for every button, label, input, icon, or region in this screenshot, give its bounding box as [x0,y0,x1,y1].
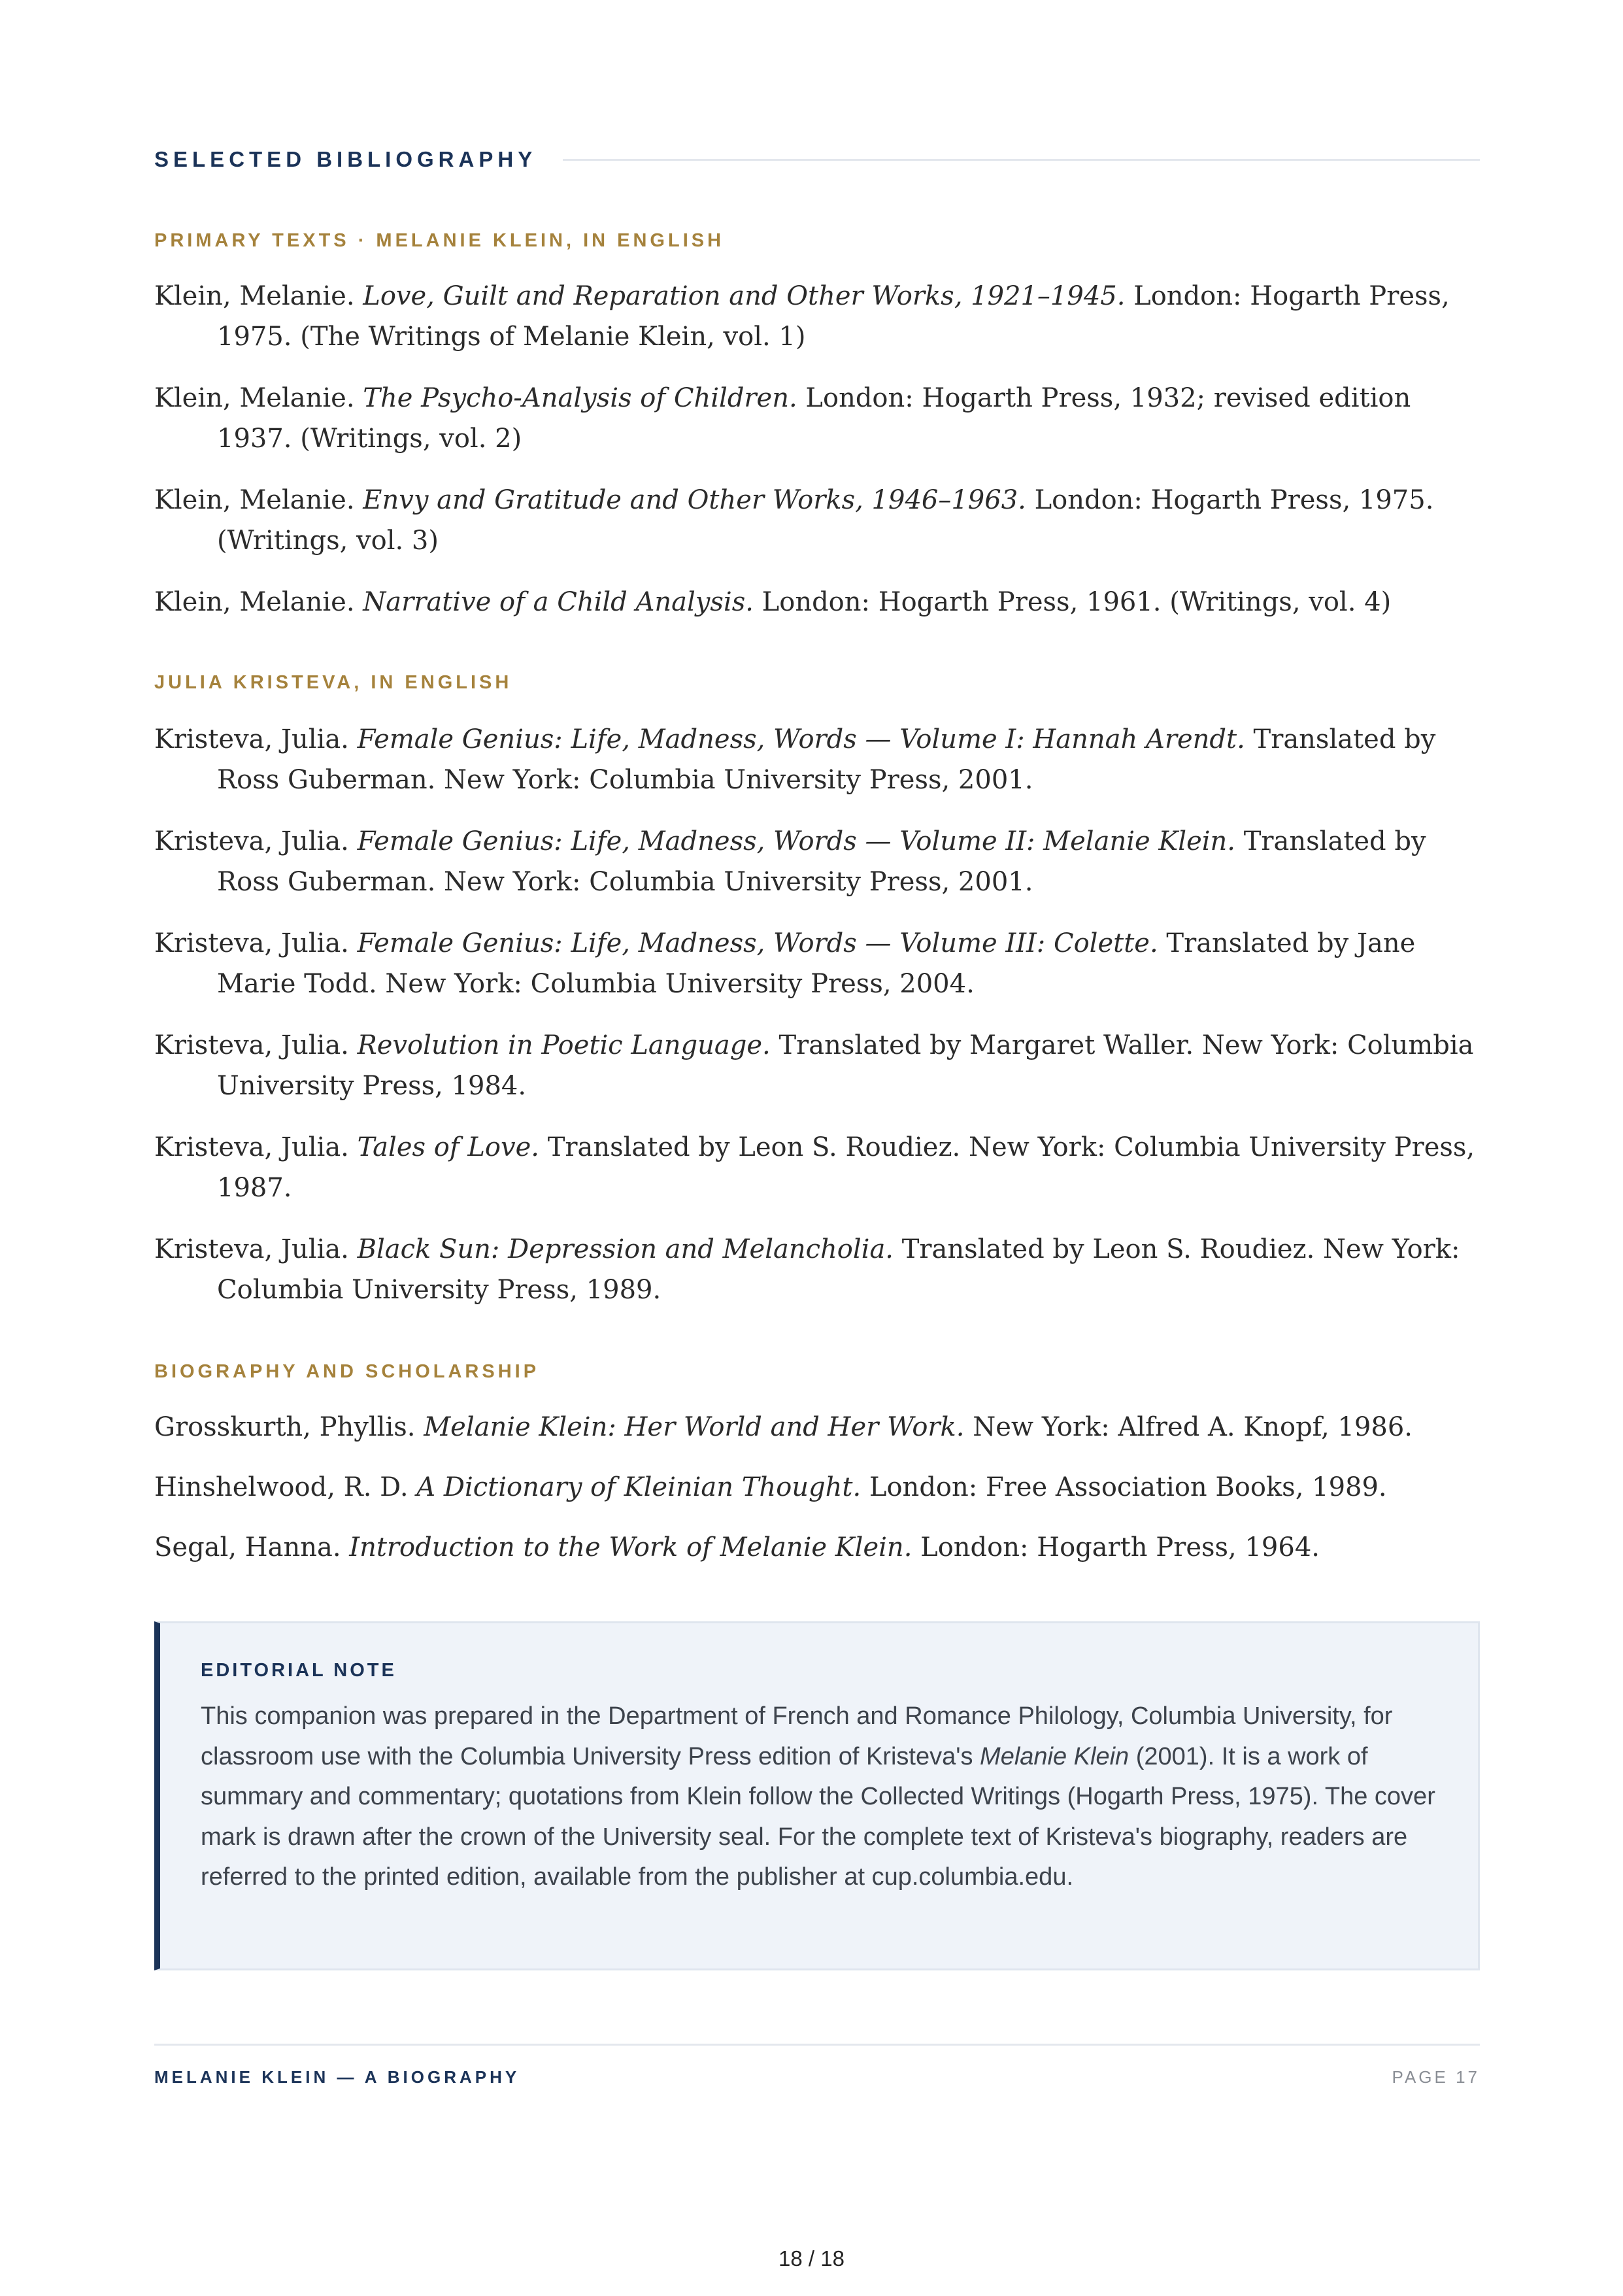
section-rule [563,159,1480,161]
entry-author: Kristeva, Julia. [154,1132,349,1162]
entry-details: Translated by Leon S. Roudiez. New York: Columbia University Press, 1989. [217,1234,1460,1305]
editorial-note-body [201,1697,1456,1898]
entry-title: Love, Guilt and Reparation and Other Works, 1921–1945. [363,281,1126,311]
entry-details: London: Hogarth Press, 1961. (Writings, vol. 4) [761,587,1392,617]
bibliography-entry [154,1229,1480,1310]
entry-details: Translated by Ross Guberman. New York: Columbia University Press, 2001. [217,724,1436,795]
entry-title: Melanie Klein: Her World and Her Work. [424,1412,965,1442]
page-number: PAGE 17 [1392,2067,1480,2087]
entry-title: Revolution in Poetic Language. [357,1030,771,1060]
entry-title: The Psycho-Analysis of Children. [363,383,797,413]
entry-details: Translated by Margaret Waller. New York: Columbia University Press, 1984. [217,1030,1474,1101]
bibliography-entry [154,1527,1480,1568]
bibliography-entry [154,1025,1480,1106]
bibliography-entry [154,480,1480,561]
section-title: SELECTED BIBLIOGRAPHY [154,147,537,171]
entry-author: Klein, Melanie. [154,383,355,413]
entry-title: Introduction to the Work of Melanie Klein. [349,1532,912,1562]
entry-title: Black Sun: Depression and Melancholia. [357,1234,894,1264]
entry-details: Translated by Jane Marie Todd. New York: Columbia University Press, 2004. [217,928,1416,999]
bibliography-entry [154,1127,1480,1208]
entry-author: Kristeva, Julia. [154,928,349,958]
running-title: MELANIE KLEIN — A BIOGRAPHY [154,2067,520,2087]
entry-author: Kristeva, Julia. [154,826,349,856]
entry-title: Female Genius: Life, Madness, Words — Volume II: Melanie Klein. [357,826,1236,856]
entry-title: Female Genius: Life, Madness, Words — Volume III: Colette. [357,928,1158,958]
entry-author: Klein, Melanie. [154,587,355,617]
entry-details: London: Hogarth Press, 1964. [920,1532,1320,1562]
bibliography-entry [154,1407,1480,1447]
entry-details: London: Hogarth Press, 1975. (The Writings of Melanie Klein, vol. 1) [217,281,1450,352]
entry-author: Kristeva, Julia. [154,724,349,754]
note-text-start: This companion was prepared in the Department of French and Romance Philology, Columbia University, for classroom use with the Columbia University Press edition of Kristeva's [201,1702,1393,1770]
note-text-end: (2001). It is a work of summary and commentary; quotations from Klein follow the Collected Writings (Hogarth Press, 1975). The cover mark is drawn after the crown of the University seal. For the complete text of Kristeva's biography, readers are referred to the printed edition, available from the publisher at cup.columbia.edu. [201,1742,1435,1891]
editorial-note-label: EDITORIAL NOTE [201,1660,397,1681]
subheading-kristeva: JULIA KRISTEVA, IN ENGLISH [154,672,512,693]
entry-details: Translated by Ross Guberman. New York: Columbia University Press, 2001. [217,826,1426,897]
viewer-page-counter: 18 / 18 [778,2246,845,2271]
entry-details: London: Free Association Books, 1989. [869,1472,1387,1502]
entry-title: Female Genius: Life, Madness, Words — Volume I: Hannah Arendt. [357,724,1245,754]
entry-details: Translated by Leon S. Roudiez. New York: Columbia University Press, 1987. [217,1132,1475,1203]
entry-details: London: Hogarth Press, 1932; revised edition 1937. (Writings, vol. 2) [217,383,1411,454]
entry-author: Kristeva, Julia. [154,1234,349,1264]
bibliography-entry [154,582,1480,622]
subheading-biography: BIOGRAPHY AND SCHOLARSHIP [154,1361,540,1382]
editorial-note [154,1621,1480,1970]
entry-author: Klein, Melanie. [154,485,355,515]
bibliography-entry [154,923,1480,1004]
entry-title: A Dictionary of Kleinian Thought. [416,1472,862,1502]
entry-author: Hinshelwood, R. D. [154,1472,409,1502]
section-header [154,146,1480,173]
bibliography-entry [154,378,1480,459]
bibliography-entry [154,821,1480,902]
subheading-primary-texts: PRIMARY TEXTS · MELANIE KLEIN, IN ENGLISH [154,230,725,251]
entry-details: New York: Alfred A. Knopf, 1986. [973,1412,1413,1442]
bibliography-entry [154,276,1480,357]
entry-author: Grosskurth, Phyllis. [154,1412,416,1442]
note-text-italic: Melanie Klein [980,1742,1129,1770]
entry-title: Envy and Gratitude and Other Works, 1946–1963. [363,485,1026,515]
entry-author: Klein, Melanie. [154,281,355,311]
bibliography-entry [154,1467,1480,1508]
entry-title: Narrative of a Child Analysis. [363,587,754,617]
entry-author: Segal, Hanna. [154,1532,341,1562]
entry-author: Kristeva, Julia. [154,1030,349,1060]
entry-title: Tales of Love. [357,1132,539,1162]
footer-rule [154,2044,1480,2046]
entry-details: London: Hogarth Press, 1975. (Writings, vol. 3) [217,485,1434,556]
bibliography-entry [154,719,1480,800]
